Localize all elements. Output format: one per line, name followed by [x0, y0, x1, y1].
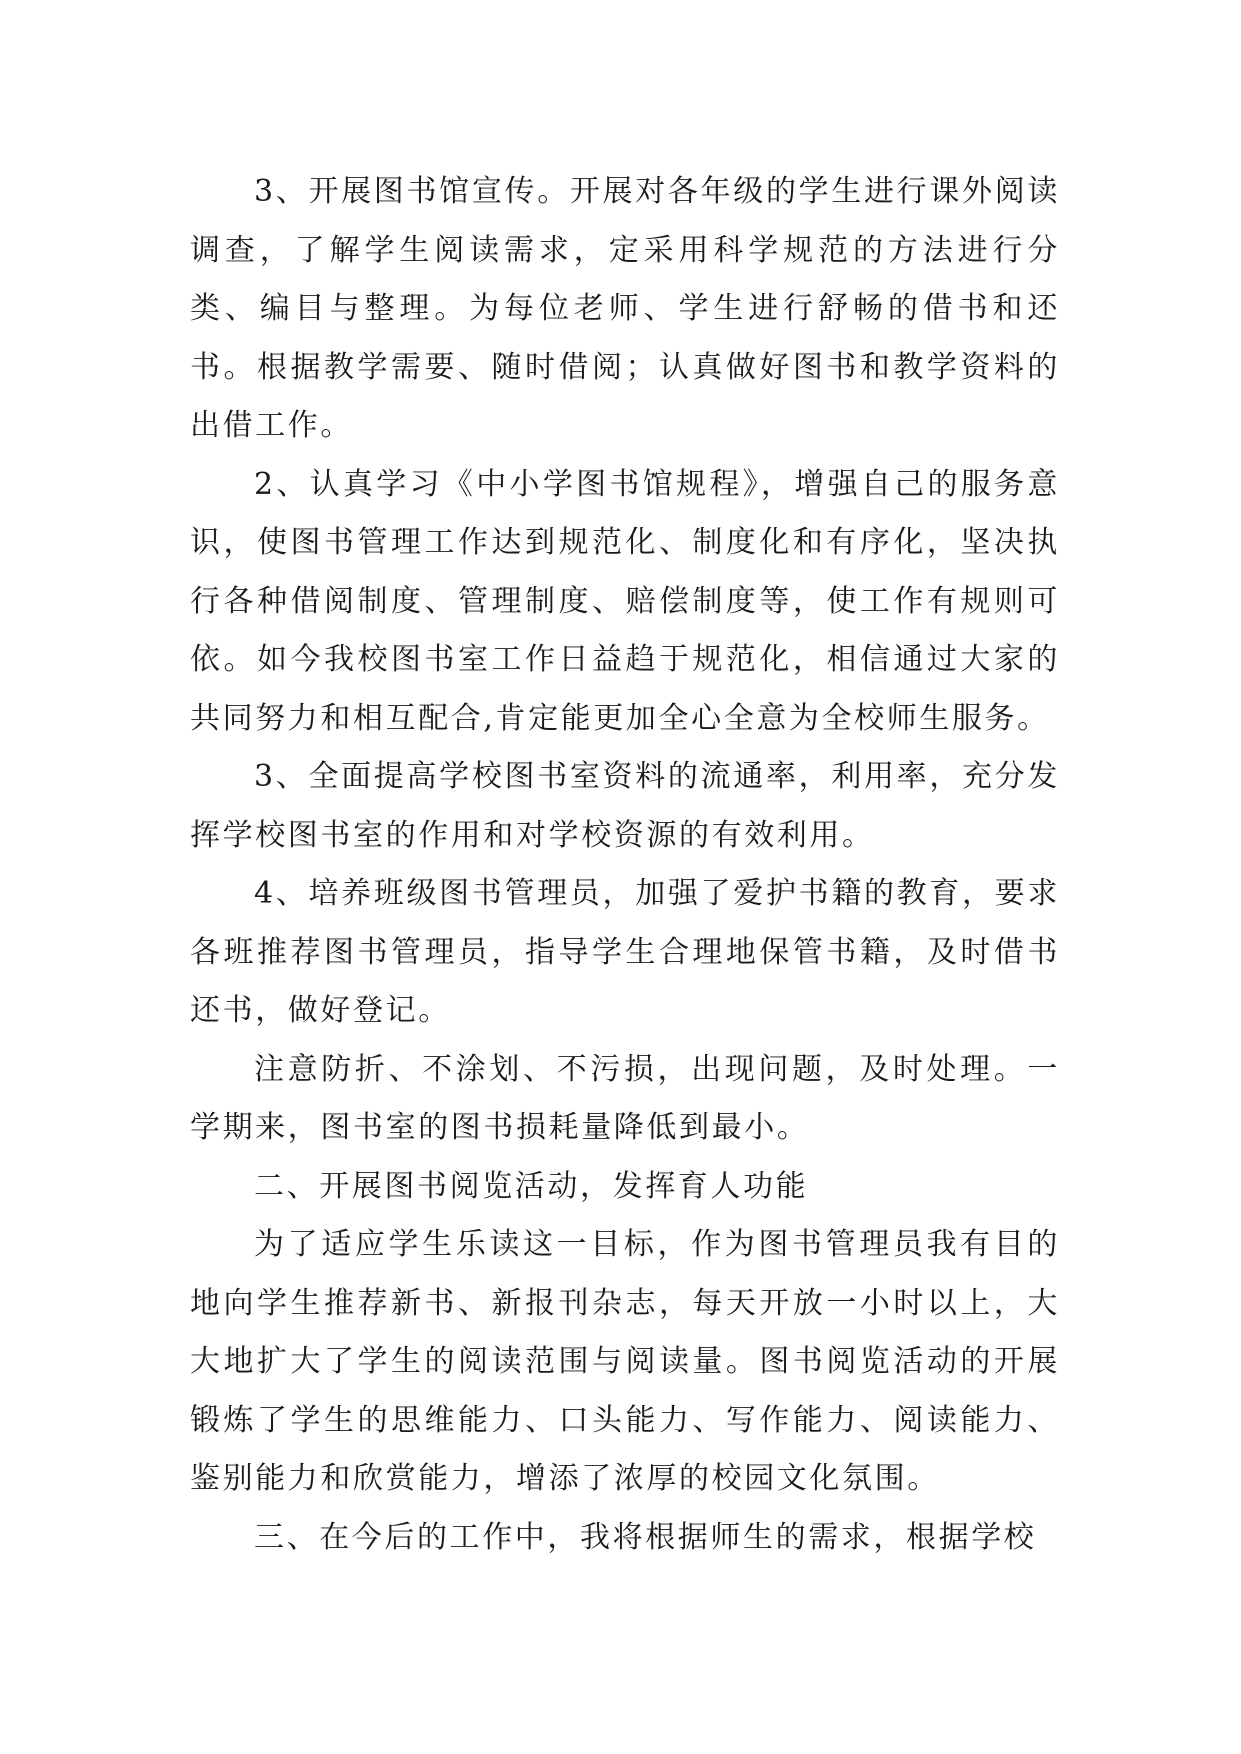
paragraph-regulations: 2、认真学习《中小学图书馆规程》，增强自己的服务意识，使图书管理工作达到规范化、制度化和有序化，坚决执行各种借阅制度、管理制度、赔偿制度等，使工作有规则可依。如今我校图书室工作日益趋于规范化，相信通过大家的共同努力和相互配合,肯定能更加全心全意为全校师生服务。: [190, 466, 1060, 736]
paragraph-future-work: 三、在今后的工作中，我将根据师生的需求，根据学校: [254, 1519, 1037, 1555]
paragraph-circulation: 3、全面提高学校图书室资料的流通率，利用率，充分发挥学校图书室的作用和对学校资源的有效利用。: [190, 759, 1060, 853]
paragraph-promotion: 3、开展图书馆宣传。开展对各年级的学生进行课外阅读调查，了解学生阅读需求，定采用科学规范的方法进行分类、编目与整理。为每位老师、学生进行舒畅的借书和还书。根据教学需要、随时借阅；认真做好图书和教学资料的出借工作。: [190, 174, 1060, 443]
paragraph-reading-activities: 为了适应学生乐读这一目标，作为图书管理员我有目的地向学生推荐新书、新报刊杂志，每天开放一小时以上，大大地扩大了学生的阅读范围与阅读量。图书阅览活动的开展锻炼了学生的思维能力、口头能力、写作能力、阅读能力、鉴别能力和欣赏能力，增添了浓厚的校园文化氛围。: [190, 1227, 1060, 1496]
section-heading-reading-activities: 二、开展图书阅览活动，发挥育人功能: [254, 1168, 809, 1204]
paragraph-class-librarians: 4、培养班级图书管理员，加强了爱护书籍的教育，要求各班推荐图书管理员，指导学生合理地保管书籍，及时借书还书，做好登记。: [190, 876, 1060, 1028]
document-body: [190, 163, 1060, 1567]
paragraph-book-care: 注意防折、不涂划、不污损，出现问题，及时处理。一学期来，图书室的图书损耗量降低到最小。: [190, 1051, 1060, 1145]
